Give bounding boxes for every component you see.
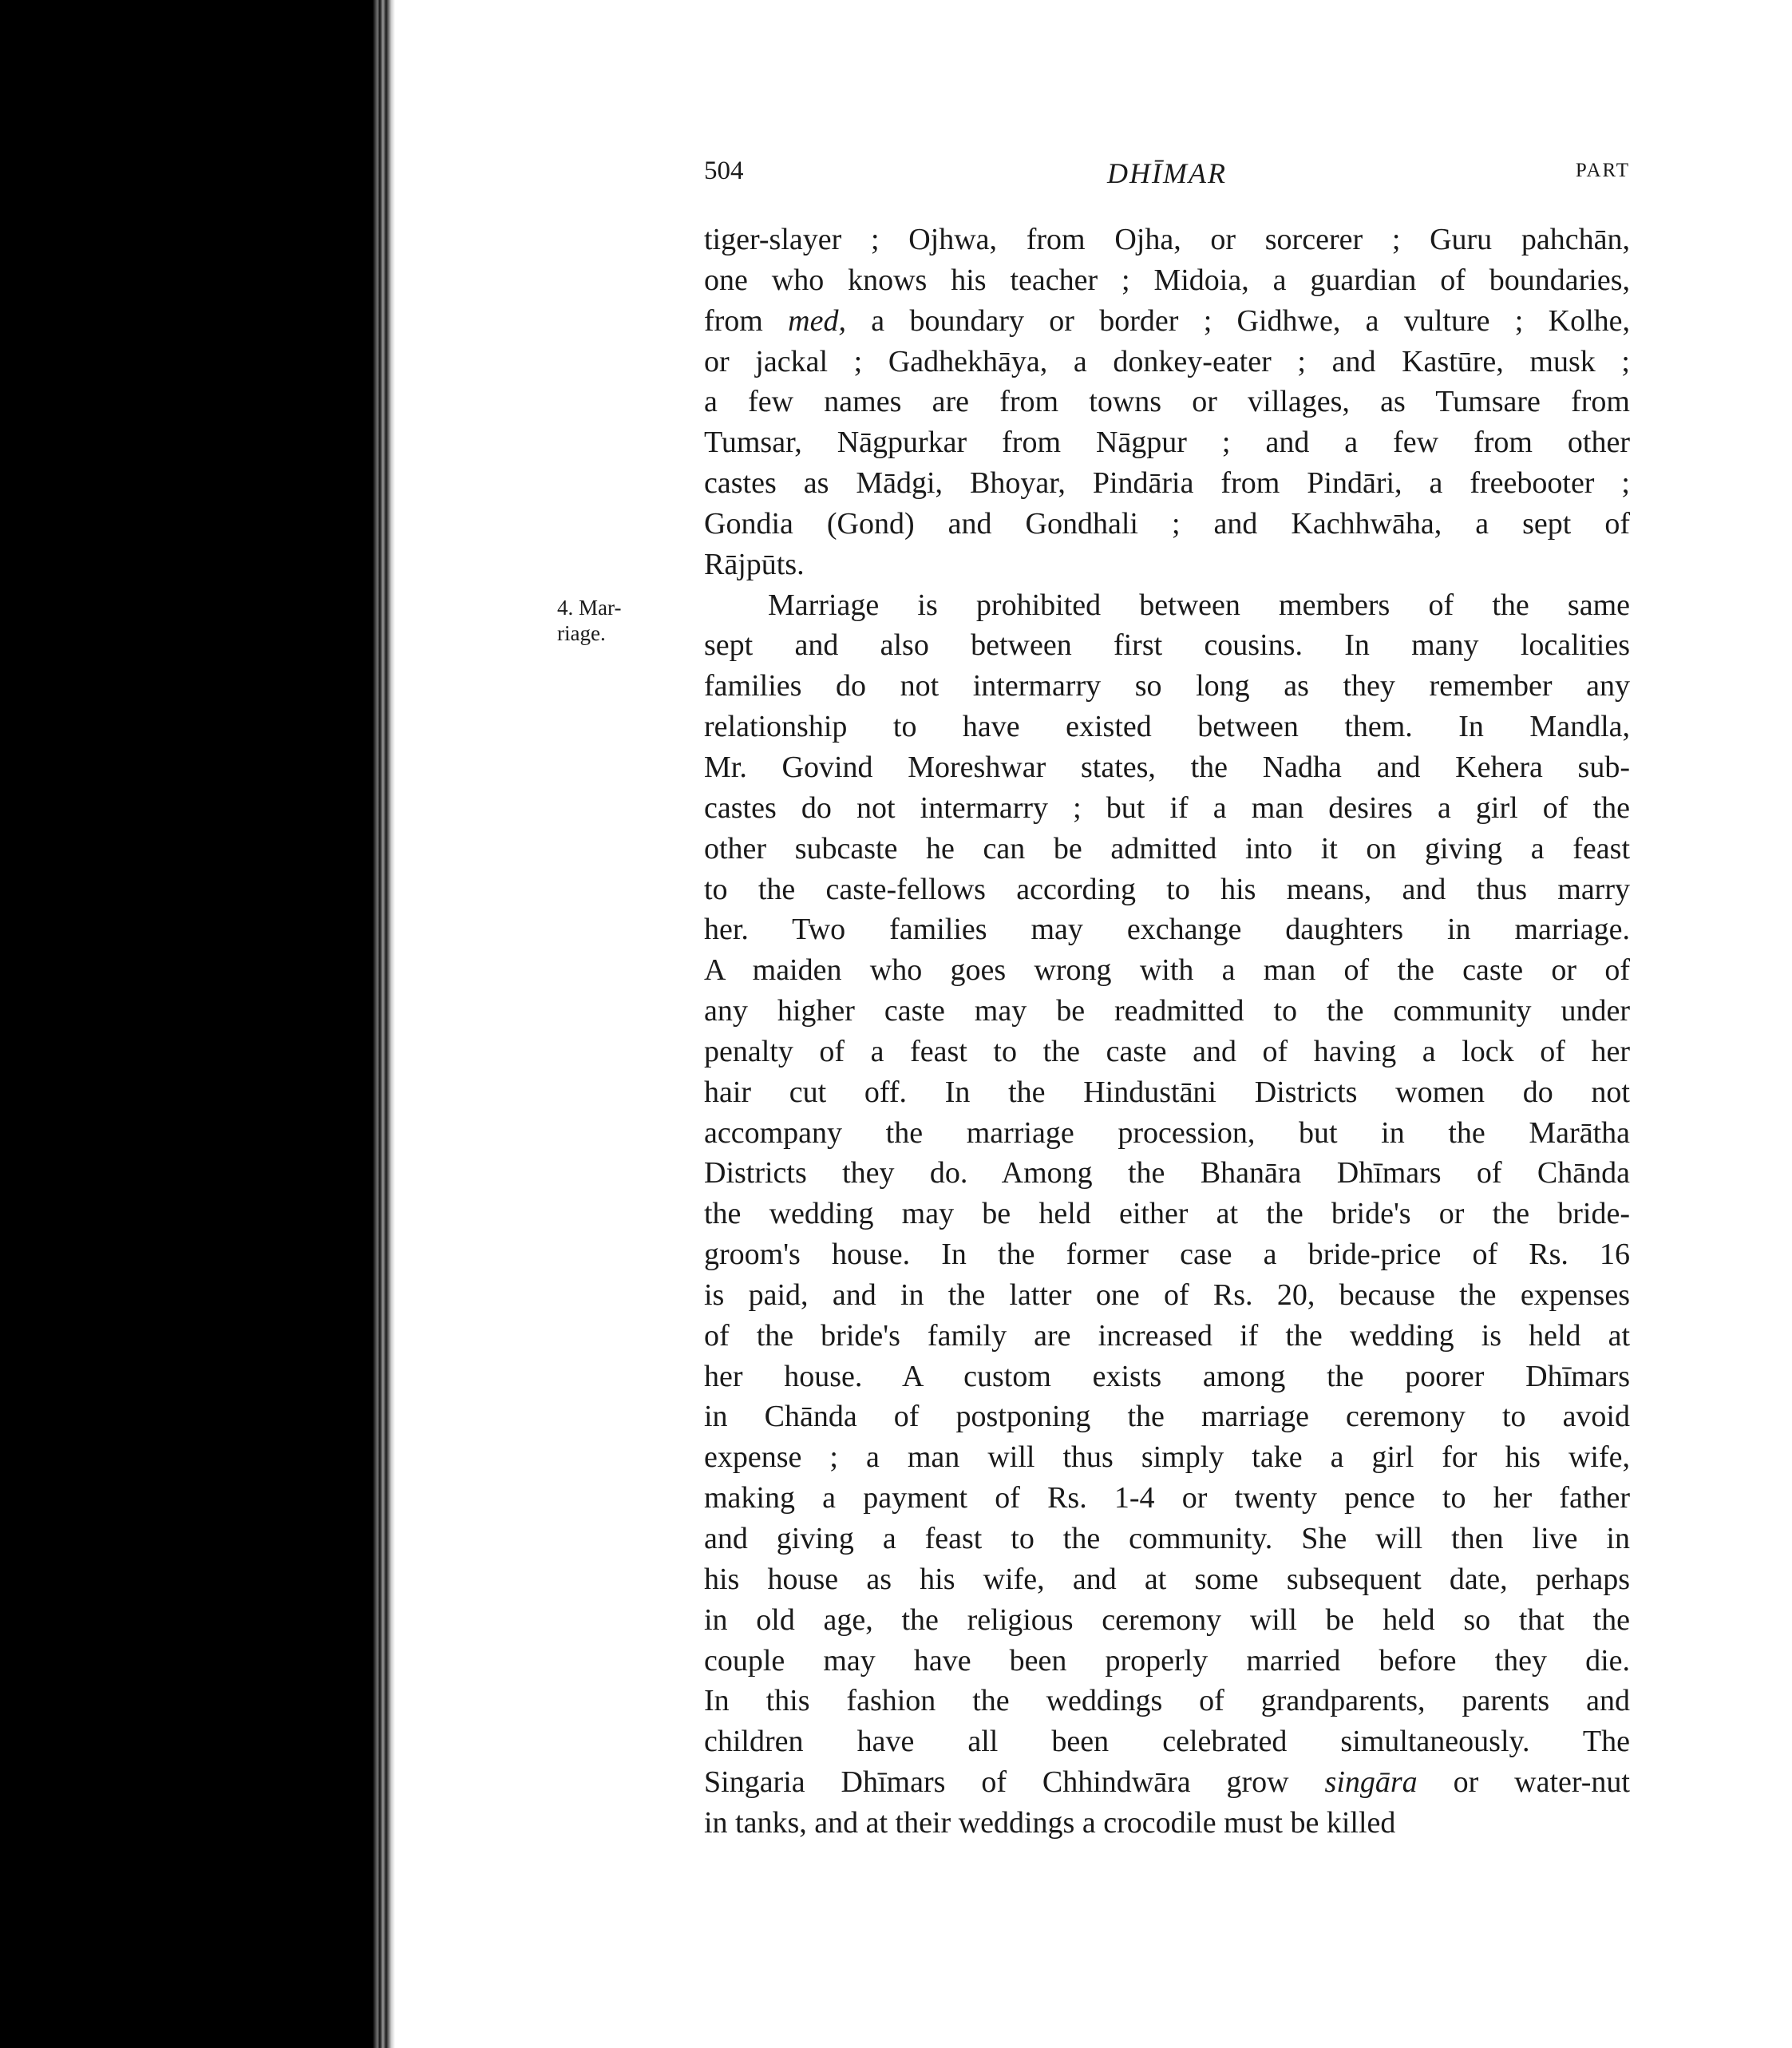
scan-dark-edge — [0, 0, 375, 2048]
text-line: castes as Mādgi, Bhoyar, Pindāria from Pindāri, a freebooter ; — [704, 466, 1630, 501]
text-line: in Chānda of postponing the marriage ceremony to avoid — [704, 1400, 1630, 1434]
text-line: Singaria Dhīmars of Chhindwāra grow singāra or water-nut — [704, 1765, 1630, 1800]
text-line: one who knows his teacher ; Midoia, a guardian of boundaries, — [704, 263, 1630, 297]
text-line: Marriage is prohibited between members of the same — [768, 588, 1630, 622]
text-line: the wedding may be held either at the bride's or the bride- — [704, 1197, 1630, 1231]
text-line: in tanks, and at their weddings a crocodile must be killed — [704, 1805, 1396, 1840]
text-line: sept and also between first cousins. In many localities — [704, 628, 1630, 663]
page-number: 504 — [704, 156, 744, 185]
text-line: penalty of a feast to the caste and of having a lock of her — [704, 1034, 1630, 1068]
text-line: groom's house. In the former case a bride-price of Rs. 16 — [704, 1238, 1630, 1272]
text-line: other subcaste he can be admitted into it on giving a feast — [704, 831, 1630, 866]
italic-term: singāra — [1324, 1765, 1418, 1800]
text-line: in old age, the religious ceremony will be held so that the — [704, 1602, 1630, 1637]
margin-note-line: 4. Mar- — [557, 596, 622, 620]
margin-note-line: riage. — [557, 621, 606, 645]
text-line: couple may have been properly married before they die. — [704, 1643, 1630, 1678]
body-text — [704, 220, 1630, 1844]
paragraph-1 — [704, 220, 1630, 585]
paragraph-2 — [704, 585, 1630, 1844]
text-line: expense ; a man will thus simply take a girl for his wife, — [704, 1440, 1630, 1475]
text-line: Districts they do. Among the Bhanāra Dhīmars of Chānda — [704, 1156, 1630, 1190]
page-header — [704, 156, 1630, 196]
text-line: Tumsar, Nāgpurkar from Nāgpur ; and a few from other — [704, 426, 1630, 460]
text-line: from med, a boundary or border ; Gidhwe, a vulture ; Kolhe, — [704, 303, 1630, 338]
running-title: DHĪMAR — [1107, 157, 1227, 189]
text-line: In this fashion the weddings of grandparents, parents and — [704, 1684, 1630, 1718]
text-line: accompany the marriage procession, but in the Marātha — [704, 1115, 1630, 1150]
text-line: of the bride's family are increased if the wedding is held at — [704, 1318, 1630, 1353]
text-line: making a payment of Rs. 1-4 or twenty pence to her father — [704, 1481, 1630, 1515]
scan-gutter-streak — [363, 0, 395, 2048]
text-line: tiger-slayer ; Ojhwa, from Ojha, or sorcerer ; Guru pahchān, — [704, 223, 1630, 256]
text-line: is paid, and in the latter one of Rs. 20, because the expenses — [704, 1278, 1630, 1312]
text-line: castes do not intermarry ; but if a man desires a girl of the — [704, 790, 1630, 825]
margin-note-marriage — [557, 595, 677, 646]
text-line: to the caste-fellows according to his means, and thus marry — [704, 872, 1630, 906]
part-label: PART — [1575, 160, 1630, 181]
text-line: children have all been celebrated simultaneously. The — [704, 1725, 1630, 1759]
text-line: his house as his wife, and at some subsequent date, perhaps — [704, 1562, 1630, 1596]
text-line: Rājpūts. — [704, 547, 805, 581]
text-line: Mr. Govind Moreshwar states, the Nadha and Kehera sub- — [704, 750, 1630, 784]
text-line: Gondia (Gond) and Gondhali ; and Kachhwāha, a sept of — [704, 506, 1630, 541]
text-line: relationship to have existed between them. In Mandla, — [704, 710, 1630, 744]
text-line: and giving a feast to the community. She will then live in — [704, 1522, 1630, 1555]
text-line: hair cut off. In the Hindustāni Districts women do not — [704, 1075, 1630, 1109]
text-line: her house. A custom exists among the poorer Dhīmars — [704, 1359, 1630, 1393]
text-line: A maiden who goes wrong with a man of the caste or of — [704, 953, 1630, 988]
text-line: her. Two families may exchange daughters in marriage. — [704, 913, 1630, 947]
text-line: any higher caste may be readmitted to the community under — [704, 994, 1630, 1028]
text-line: a few names are from towns or villages, as Tumsare from — [704, 385, 1630, 419]
italic-term: med, — [788, 303, 846, 338]
text-line: families do not intermarry so long as they remember any — [704, 669, 1630, 703]
text-line: or jackal ; Gadhekhāya, a donkey-eater ; and Kastūre, musk ; — [704, 344, 1630, 378]
